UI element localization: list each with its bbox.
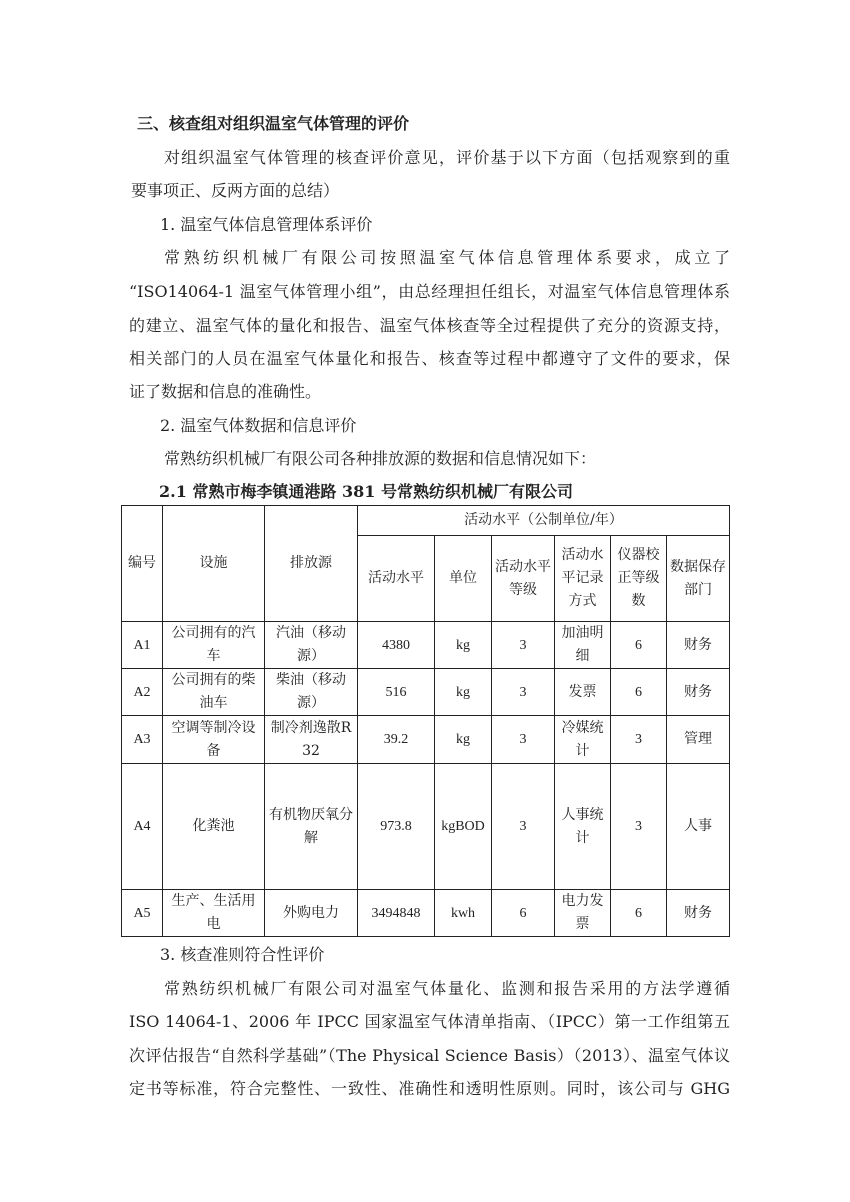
table-row [122, 764, 730, 890]
cell-unit: kgBOD [435, 764, 492, 890]
cell-facility: 公司拥有的汽车 [163, 622, 265, 669]
cell-unit: kwh [435, 890, 492, 937]
header-level: 活动水平 [358, 536, 435, 622]
cell-dept: 管理 [667, 716, 730, 764]
cell-source: 汽油（移动源） [265, 622, 358, 669]
section-heading: 三、核查组对组织温室气体管理的评价 [137, 114, 410, 133]
cell-facility: 空调等制冷设备 [163, 716, 265, 764]
cell-record: 加油明细 [555, 622, 611, 669]
subsection-3-title: 3. 核查准则符合性评价 [160, 945, 325, 964]
header-no: 编号 [122, 506, 163, 622]
cell-grade: 6 [492, 890, 555, 937]
header-source: 排放源 [265, 506, 358, 622]
cell-unit: kg [435, 622, 492, 669]
header-facility: 设施 [163, 506, 265, 622]
cell-level: 4380 [358, 622, 435, 669]
table-row [122, 716, 730, 764]
cell-record: 人事统计 [555, 764, 611, 890]
cell-record: 发票 [555, 669, 611, 716]
sub1-line-1: 常熟纺织机械厂有限公司按照温室气体信息管理体系要求，成立了 [164, 248, 730, 267]
cell-dept: 财务 [667, 890, 730, 937]
header-grade: 活动水平等级 [492, 536, 555, 622]
cell-record: 冷媒统计 [555, 716, 611, 764]
cell-calib: 3 [611, 764, 667, 890]
cell-calib: 6 [611, 890, 667, 937]
cell-dept: 财务 [667, 669, 730, 716]
table-header-row-1 [122, 506, 730, 536]
sub3-line-4: 定书等标准，符合完整性、一致性、准确性和透明性原则。同时，该公司与 GHG [129, 1079, 730, 1098]
cell-calib: 6 [611, 669, 667, 716]
cell-grade: 3 [492, 622, 555, 669]
header-unit: 单位 [435, 536, 492, 622]
sub2-intro: 常熟纺织机械厂有限公司各种排放源的数据和信息情况如下： [164, 449, 597, 468]
sub3-line-2: ISO 14064-1、2006 年 IPCC 国家温室气体清单指南、（IPCC）第一工作组第五 [129, 1012, 730, 1031]
cell-calib: 6 [611, 622, 667, 669]
cell-no: A5 [122, 890, 163, 937]
cell-source: 有机物厌氧分解 [265, 764, 358, 890]
cell-level: 3494848 [358, 890, 435, 937]
subsection-1-title: 1. 温室气体信息管理体系评价 [160, 215, 373, 234]
cell-unit: kg [435, 669, 492, 716]
cell-unit: kg [435, 716, 492, 764]
cell-no: A3 [122, 716, 163, 764]
cell-no: A4 [122, 764, 163, 890]
sub1-line-5: 证了数据和信息的准确性。 [129, 382, 322, 401]
cell-grade: 3 [492, 669, 555, 716]
sub3-line-1: 常熟纺织机械厂有限公司对温室气体量化、监测和报告采用的方法学遵循 [164, 979, 730, 998]
emission-table [121, 505, 730, 937]
cell-calib: 3 [611, 716, 667, 764]
cell-dept: 人事 [667, 764, 730, 890]
cell-record: 电力发票 [555, 890, 611, 937]
cell-grade: 3 [492, 764, 555, 890]
cell-dept: 财务 [667, 622, 730, 669]
cell-facility: 化粪池 [163, 764, 265, 890]
table-row [122, 890, 730, 937]
header-record: 活动水平记录方式 [555, 536, 611, 622]
cell-source: 制冷剂逸散R32 [265, 716, 358, 764]
intro-line-2: 要事项正、反两方面的总结） [131, 181, 340, 200]
table-row [122, 622, 730, 669]
cell-level: 39.2 [358, 716, 435, 764]
subsection-2-title: 2. 温室气体数据和信息评价 [160, 416, 357, 435]
cell-grade: 3 [492, 716, 555, 764]
sub1-line-4: 相关部门的人员在温室气体量化和报告、核查等过程中都遵守了文件的要求，保 [129, 349, 730, 368]
cell-facility: 生产、生活用电 [163, 890, 265, 937]
sub1-line-3: 的建立、温室气体的量化和报告、温室气体核查等全过程提供了充分的资源支持， [129, 316, 730, 335]
header-calib: 仪器校正等级数 [611, 536, 667, 622]
table-row [122, 669, 730, 716]
table-caption: 2.1 常熟市梅李镇通港路 381 号常熟纺织机械厂有限公司 [159, 482, 573, 501]
cell-no: A1 [122, 622, 163, 669]
cell-no: A2 [122, 669, 163, 716]
header-activity-group: 活动水平（公制单位/年） [358, 506, 730, 536]
sub1-line-2: “ISO14064-1 温室气体管理小组”，由总经理担任组长，对温室气体信息管理体系 [129, 282, 730, 301]
cell-level: 973.8 [358, 764, 435, 890]
cell-facility: 公司拥有的柴油车 [163, 669, 265, 716]
cell-level: 516 [358, 669, 435, 716]
sub3-line-3: 次评估报告“自然科学基础”（The Physical Science Basis）（2013）、温室气体议 [129, 1046, 730, 1065]
cell-source: 外购电力 [265, 890, 358, 937]
intro-line-1: 对组织温室气体管理的核查评价意见，评价基于以下方面（包括观察到的重 [164, 148, 730, 167]
cell-source: 柴油（移动源） [265, 669, 358, 716]
header-dept: 数据保存部门 [667, 536, 730, 622]
